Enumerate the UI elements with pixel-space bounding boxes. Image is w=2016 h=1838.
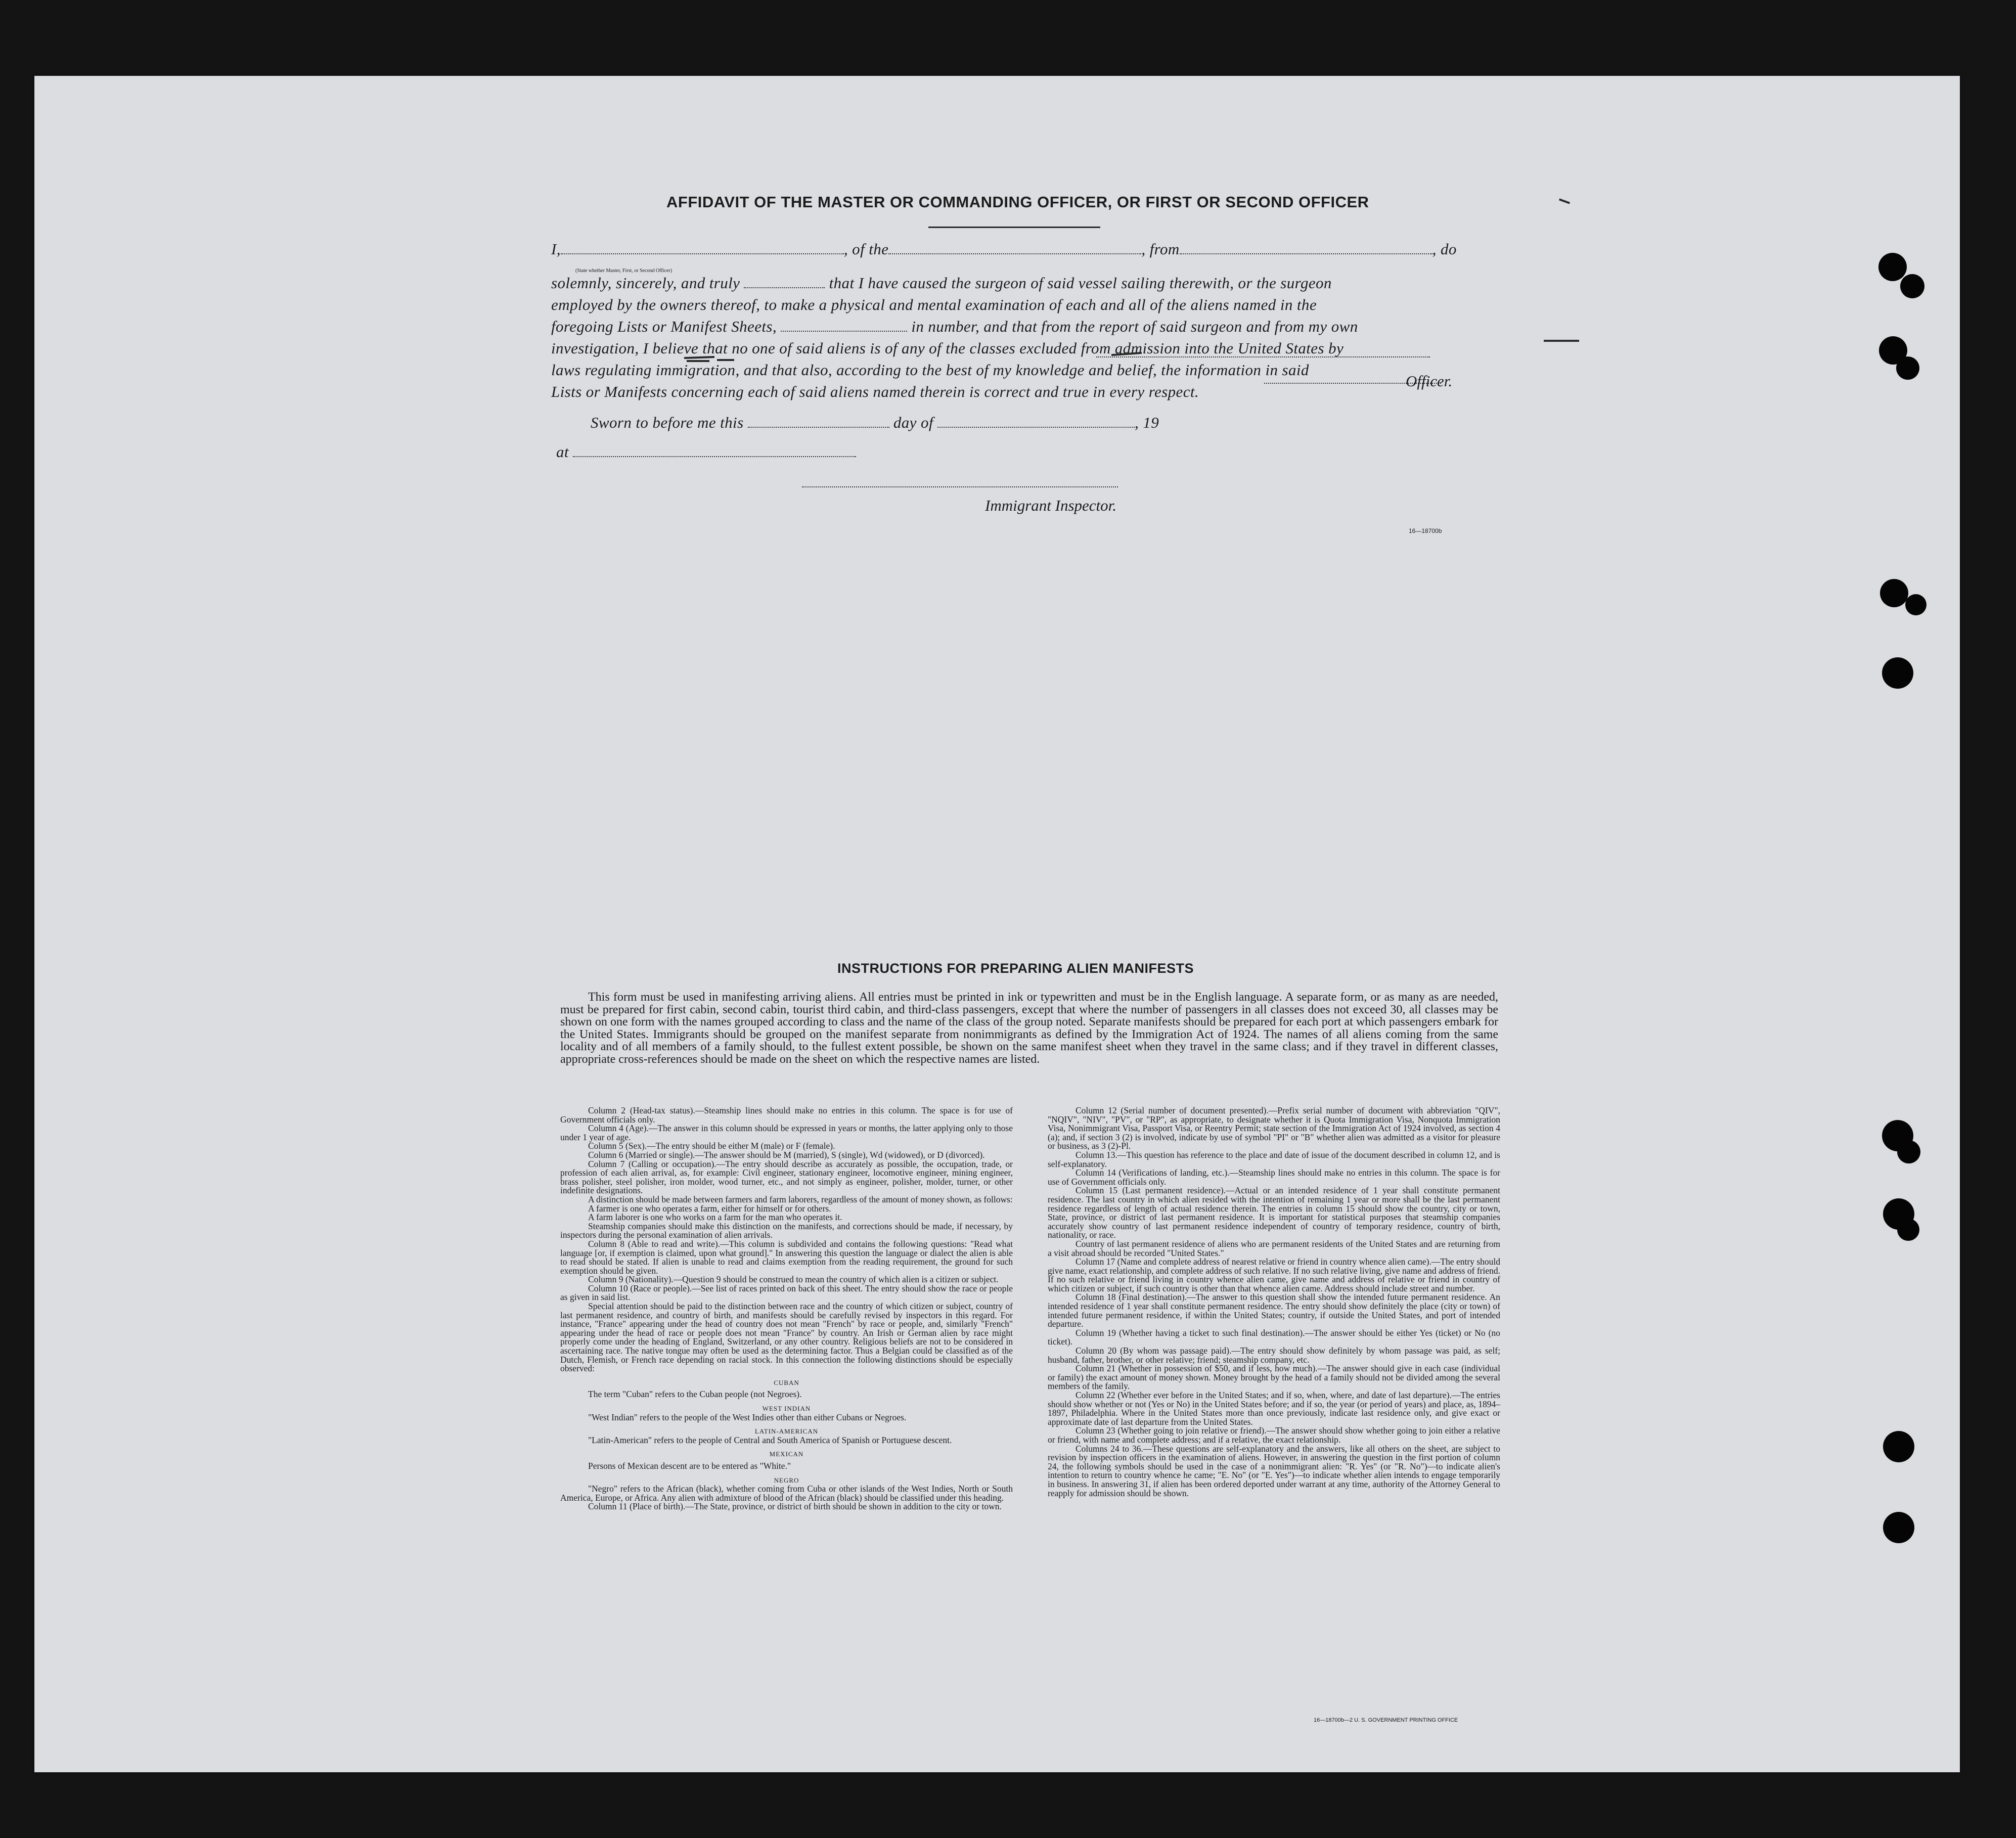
state-whether-note: (State whether Master, First, or Second Officer) [575, 268, 673, 274]
printing-office-code: 16—18700b—2 U. S. GOVERNMENT PRINTING OFFICE [1314, 1717, 1458, 1723]
instruction-paragraph: A farm laborer is one who works on a farm for the man who operates it. [588, 1212, 842, 1223]
punch-hole [1880, 579, 1908, 607]
heading-cuban: CUBAN [774, 1378, 799, 1386]
pencil-mark [1544, 340, 1579, 342]
sheets-count-field[interactable] [781, 320, 907, 332]
punch-hole [1897, 1140, 1920, 1163]
instructions-title: INSTRUCTIONS FOR PREPARING ALIEN MANIFESTS [837, 961, 1194, 976]
affidavit-line-5: investigation, I believe that no one of said aliens is of any of the classes excluded from admission into the United States by [551, 339, 1344, 357]
heading-latin-american: LATIN-AMERICAN [754, 1427, 819, 1436]
inspector-signature-line[interactable] [802, 486, 1118, 487]
instruction-paragraph: Column 2 (Head-tax status).—Steamship lines should make no entries in this column. The space is for use of Government officials only. [560, 1105, 1013, 1125]
inspector-label: Immigrant Inspector. [985, 497, 1117, 514]
officer-label: Officer. [1406, 372, 1453, 390]
instruction-paragraph: Columns 24 to 36.—These questions are self-explanatory and the answers, like all others on the sheet, are subject to revision by inspection officers in the examination of aliens. However, in answering the question in the first portion of column 24, the following symbols should be used in the case of a nonimmigrant alien: "R. Yes" (or "R. No")—to indicate alien's intention to return to country whence he came; "E. No" (or "E. Yes")—to indicate whether alien intends to engage temporarily in business. In answering 31, if alien has been ordered deported under warrant at any time, authority of the Attorney General to reapply for admission should be shown. [1048, 1443, 1500, 1498]
instruction-paragraph: Column 15 (Last permanent residence).—Actual or an intended residence of 1 year shall constitute permanent residence. The last country in which alien resided with the intention of remaining 1 year or more shall be the last permanent residence regardless of length of actual residence therein. The entries in column 15 should show the country, city or town, State, province, or district of last permanent residence. It is important for statistical purposes that steamship companies accurately show country of last permanent residence independent of country of temporary residence, country of birth, nationality, or race. [1048, 1185, 1500, 1240]
title-underline [928, 227, 1100, 228]
heading-west-indian: WEST INDIAN [762, 1405, 811, 1412]
instruction-paragraph: A farmer is one who operates a farm, either for himself or for others. [588, 1203, 831, 1214]
punch-hole [1905, 594, 1927, 615]
punch-hole [1900, 274, 1924, 298]
instruction-paragraph: Column 9 (Nationality).—Question 9 should be construed to mean the country of which alien is a citizen or subject. [588, 1274, 999, 1285]
instruction-paragraph: Special attention should be paid to the distinction between race and the country of which citizen or subject, country of last permanent residence, and country of birth, and manifests should be carefully revised by inspectors in this regard. For instance, "France" appearing under the head of country does not mean "French" by race or people, and, similarly "French" appearing under the head of race or people does not mean "France" by country. An Irish or German alien by race might properly come under the heading of England, Switzerland, or any other country. Religious beliefs are not to be considered in ascertaining race. The native tongue may often be used as the determining factor. Thus a Belgian could be classified as of the Dutch, Flemish, or French race depending on racial stock. In this connection the following distinctions should be especially observed: [560, 1301, 1013, 1374]
instruction-paragraph: Column 23 (Whether going to join relative or friend).—The answer should show whether going to join either a relative or friend, with name and complete address; and if a relative, the exact relationship. [1048, 1425, 1500, 1445]
heading-mexican: MEXICAN [769, 1450, 804, 1458]
heading-negro: NEGRO [774, 1476, 799, 1484]
punch-hole [1883, 1512, 1914, 1543]
instruction-paragraph: Column 20 (By whom was passage paid).—The entry should show definitely by whom passage was paid, as self; husband, father, brother, or other relative; friend; steamship company, etc. [1048, 1346, 1500, 1365]
instruction-paragraph: Column 5 (Sex).—The entry should be either M (male) or F (female). [588, 1141, 835, 1151]
instruction-paragraph: Steamship companies should make this distinction on the manifests, and corrections should be made, if necessary, by inspectors during the personal examination of alien arrivals. [560, 1221, 1013, 1240]
instruction-paragraph: Column 22 (Whether ever before in the United States; and if so, when, where, and date of last departure).—The entries should show whether or not (Yes or No) in the United States before; and if so, the year (or period of years) and place, as, 1894–1897, Philadelphia. Where in the United States more than once previously, indicate last residence only, and give exact or approximate date of last departure from the United States. [1048, 1390, 1500, 1427]
pencil-mark [1559, 198, 1570, 204]
form-code: 16—18700b [1409, 527, 1442, 534]
punch-hole [1878, 253, 1907, 281]
pencil-mark [684, 356, 714, 359]
instruction-paragraph: Column 21 (Whether in possession of $50, and if less, how much).—The answer should give in each case (individual or family) the exact amount of money shown. Money brought by the head of a family should not be divided among the several members of the family. [1048, 1363, 1500, 1392]
instruction-paragraph: Column 7 (Calling or occupation).—The entry should describe as accurately as possible, the occupation, trade, or profession of each alien arrival, as, for example: Civil engineer, stationary engineer, locomotive engineer, mining engineer, brass polisher, steel polisher, iron molder, wood turner, etc., and not simply as engineer, polisher, molder, turner, or other indefinite designations. [560, 1158, 1013, 1196]
instruction-paragraph: Column 10 (Race or people).—See list of races printed on back of this sheet. The entry should show the race or people as given in said list. [560, 1283, 1013, 1303]
affidavit-title: AFFIDAVIT OF THE MASTER OR COMMANDING OFFICER, OR FIRST OR SECOND OFFICER [666, 193, 1369, 211]
instruction-paragraph: Column 19 (Whether having a ticket to such final destination).—The answer should be either Yes (ticket) or No (no ticket). [1048, 1327, 1500, 1347]
affidavit-line-3: employed by the owners thereof, to make a physical and mental examination of each and all of the aliens named in the [551, 296, 1317, 313]
instruction-paragraph: Column 4 (Age).—The answer in this column should be expressed in years or months, the latter applying only to those under 1 year of age. [560, 1123, 1013, 1142]
instruction-paragraph: Column 17 (Name and complete address of nearest relative or friend in country whence alien came).—The entry should give name, exact relationship, and complete address of such relative. If no such relative living, give name and address of friend. If no such relative or friend living in country whence alien came, give name and address of relative or friend in country of which citizen or subject, if such country is other than that whence alien came. Address should include street and number. [1048, 1257, 1500, 1293]
instructions-intro: This form must be used in manifesting arriving aliens. All entries must be printed in ink or typewritten and must be in the English language. A separate form, or as many as are needed, must be prepared for first cabin, second cabin, tourist third cabin, and third-class passengers, except that where the number of passengers in all classes does not exceed 30, all classes may be shown on one form with the names grouped according to class and the name of the class of the group noted. Separate manifests should be prepared for each port at which passengers embark for the United States. Immigrants should be grouped on the manifest separate from nonimmigrants as defined by the Immigration Act of 1924. The names of all aliens coming from the same locality and of all members of a family should, to the fullest extent possible, be shown on the same manifest sheet when they travel in the same class; and if they travel in different classes, appropriate cross-references should be made on the sheet on which the respective names are listed. [560, 991, 1498, 1066]
sworn-day-field[interactable] [748, 416, 889, 428]
instruction-paragraph: Column 12 (Serial number of document presented).—Prefix serial number of document with abbreviation "QIV", "NQIV", "NIV", "PV", or "RP", as appropriate, to designate whether it is Quota Immigration Visa, Nonquota Immigration Visa, Nonimmigrant Visa, Passport Visa, or Reentry Permit; state section of the Immigration Act of 1924 involved, as section 4 (a); and, if section 3 (2) is involved, indicate by use of symbol "PI" or "B" whether alien was admitted as a visitor for pleasure or business, as 3 (2)-Pl. [1048, 1105, 1500, 1151]
latin-american-definition: "Latin-American" refers to the people of Central and South America of Spanish or Portuguese descent. [588, 1434, 952, 1445]
instruction-paragraph: Column 13.—This question has reference to the place and date of issue of the document described in column 12, and is self-explanatory. [1048, 1149, 1500, 1169]
sworn-line: Sworn to before me this day of , 19 [591, 414, 1159, 431]
instructions-left-column [560, 1106, 1013, 1511]
sworn-month-field[interactable] [937, 416, 1135, 428]
signature-line[interactable] [1096, 356, 1430, 357]
affidavit-line-2: solemnly, sincerely, and truly that I have caused the surgeon of said vessel sailing therewith, or the surgeon [551, 274, 1332, 292]
pencil-mark [687, 360, 709, 362]
instruction-paragraph: Column 18 (Final destination).—The answer to this question shall show the intended future permanent residence. An intended residence of 1 year shall constitute permanent residence. The entry should show definitely the place (city or town) of intended future permanent residence, if within the United States; country, if outside the United States, and port of intended departure. [1048, 1292, 1500, 1329]
instruction-paragraph: Column 11 (Place of birth).—The State, province, or district of birth should be shown in addition to the city or town. [588, 1501, 1002, 1512]
sworn-place-field[interactable] [573, 445, 856, 457]
punch-hole [1883, 1431, 1914, 1462]
affidavit-line-7: Lists or Manifests concerning each of said aliens named therein is correct and true in every respect. [551, 383, 1199, 400]
instruction-paragraph: Country of last permanent residence of aliens who are permanent residents of the United States and are returning from a visit abroad should be recorded "United States." [1048, 1238, 1500, 1258]
punch-hole [1897, 1219, 1919, 1241]
mexican-definition: Persons of Mexican descent are to be entered as "White." [588, 1460, 791, 1471]
at-line: at [556, 443, 856, 461]
vessel-name-field[interactable] [888, 242, 1141, 254]
manifest-back-sheet [34, 76, 1960, 1772]
port-from-field[interactable] [1180, 242, 1432, 254]
instructions-right-column [1048, 1106, 1500, 1498]
affidavit-line-6: laws regulating immigration, and that also, according to the best of my knowledge and belief, the information in said [551, 361, 1309, 379]
affidavit-line-1: I, , of the , from , do [551, 240, 1457, 258]
west-indian-definition: "West Indian" refers to the people of the West Indies other than either Cubans or Negroes. [588, 1412, 907, 1422]
punch-hole [1896, 356, 1919, 380]
instruction-paragraph: A distinction should be made between farmers and farm laborers, regardless of the amount of money shown, as follows: [588, 1194, 1013, 1204]
instruction-paragraph: Column 8 (Able to read and write).—This column is subdivided and contains the following questions: "Read what language [or, if exemption is claimed, upon what ground]." In answering this question the language or dialect the alien is able to read should be stated. If alien is unable to read and claims exemption from the reading requirement, the ground for such exemption should be given. [560, 1238, 1013, 1276]
affidavit-line-4: foregoing Lists or Manifest Sheets, in number, and that from the report of said surgeon and from my own [551, 318, 1358, 335]
instruction-paragraph: Column 6 (Married or single).—The answer should be M (married), S (single), Wd (widowed), or D (divorced). [588, 1149, 985, 1160]
negro-definition: "Negro" refers to the African (black), whether coming from Cuba or other islands of the West Indies, North or South America, Europe, or Africa. Any alien with admixture of blood of the African (black) should be classified under this heading. [560, 1484, 1013, 1503]
swear-affirm-field[interactable] [744, 276, 825, 288]
instruction-paragraph: Column 14 (Verifications of landing, etc.).—Steamship lines should make no entries in this column. The space is for use of Government officials only. [1048, 1168, 1500, 1187]
officer-rank-field[interactable] [561, 242, 844, 254]
punch-hole [1882, 657, 1913, 689]
cuban-definition: The term "Cuban" refers to the Cuban people (not Negroes). [588, 1389, 802, 1400]
pencil-mark [717, 359, 734, 361]
